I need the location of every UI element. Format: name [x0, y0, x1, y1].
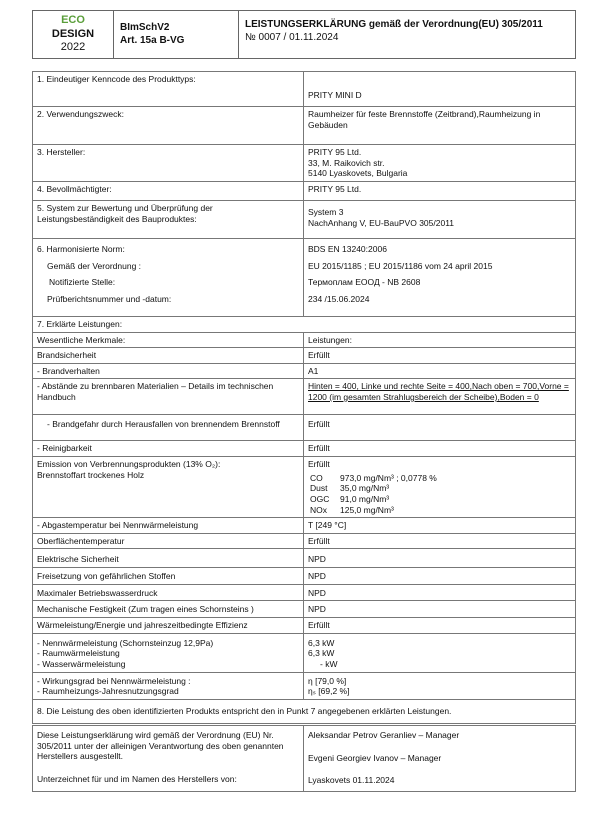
footer-table	[32, 725, 576, 792]
section-4	[33, 181, 576, 200]
s6-notified-value: Термоплам ЕООД - NB 2608	[308, 277, 421, 288]
footer-right	[304, 726, 576, 792]
logo-line2: DESIGN	[51, 27, 95, 40]
row-label: Elektrische Sicherheit	[33, 549, 304, 568]
s5-value	[304, 200, 576, 238]
table-row	[33, 584, 576, 601]
emission-values	[304, 457, 576, 518]
s6-labels	[33, 238, 304, 316]
row-value: Hinten = 400, Linke und rechte Seite = 400,Nach oben = 700,Vorne = 1200 (im gesamten Strahlugsbereich der Scheibe),Boden = 0	[304, 379, 576, 415]
s4-label: 4. Bevollmächtigter:	[33, 181, 304, 200]
heat-value: - kW	[320, 658, 338, 669]
s1-label: 1. Eindeutiger Kenncode des Produkttyps:	[33, 72, 304, 107]
header-table	[32, 10, 576, 59]
emission-value: 35,0 mg/Nm³	[340, 483, 390, 494]
s2-value: Raumheizer für feste Brennstoffe (Zeitbrand),Raumheizung in Gebäuden	[304, 107, 576, 145]
heat-label: - Raumwärmeleistung	[37, 648, 120, 659]
s6-reg-value: EU 2015/1185 ; EU 2015/1186 vom 24 april 2015	[308, 260, 493, 271]
row-label: Brandsicherheit	[33, 348, 304, 364]
row-value: Erfüllt	[304, 348, 576, 364]
table-row	[33, 415, 576, 441]
s5-value-1: System 3	[308, 206, 344, 217]
emission-name: OGC	[310, 493, 330, 504]
table-row	[33, 379, 576, 415]
code-cell	[114, 11, 239, 59]
s6-notified-label: Notifizierte Stelle:	[49, 277, 116, 288]
row-value: Erfüllt	[304, 415, 576, 441]
title-cell	[239, 11, 576, 59]
s6-values	[304, 238, 576, 316]
eff-label: - Raumheizungs-Jahresnutzungsgrad	[37, 686, 179, 697]
section-8	[33, 699, 576, 723]
s6-reg-label: Gemäß der Verordnung :	[47, 260, 142, 271]
emission-value: 973,0 mg/Nm³ ; 0,0778 %	[340, 472, 437, 483]
row-label: - Abgastemperatur bei Nennwärmeleistung	[33, 518, 304, 534]
s2-label: 2. Verwendungszweck:	[33, 107, 304, 145]
perf-header-row	[33, 332, 576, 348]
eff-value: η [79,0 %]	[308, 675, 347, 686]
place-date: Lyaskovets 01.11.2024	[308, 775, 395, 786]
s3-label: 3. Hersteller:	[33, 145, 304, 182]
main-table	[32, 71, 576, 724]
row-value: A1	[304, 363, 576, 379]
logo-line1: ECO	[61, 13, 85, 26]
s5-value-2: NachAnhang V, EU-BauPVO 305/2011	[308, 217, 455, 228]
table-row	[33, 568, 576, 585]
row-value: NPD	[304, 568, 576, 585]
s4-value: PRITY 95 Ltd.	[304, 181, 576, 200]
section-2	[33, 107, 576, 145]
signatory-1: Aleksandar Petrov Geranliev – Manager	[308, 730, 460, 740]
s3-value	[304, 145, 576, 182]
footer-left	[33, 726, 304, 792]
declaration-text: Diese Leistungserklärung wird gemäß der Verordnung (EU) Nr. 305/2011 unter der alleinigen Verantwortung des oben genannten Herstellers ausgestellt.	[37, 730, 284, 762]
row-value: Erfüllt	[304, 617, 576, 633]
row-label: - Brandgefahr durch Herausfallen von brennendem Brennstoff	[33, 415, 304, 441]
section-6	[33, 238, 576, 316]
emission-value: 91,0 mg/Nm³	[340, 493, 390, 504]
section-5	[33, 200, 576, 238]
eff-value: ηₛ [69,2 %]	[308, 686, 350, 697]
s7-label: 7. Erklärte Leistungen:	[33, 316, 576, 332]
heat-label: - Nennwärmeleistung (Schornsteinzug 12,9Pa)	[37, 637, 214, 648]
emission-label-2: Brennstoffart trockenes Holz	[37, 469, 145, 480]
heat-label: - Wasserwärmeleistung	[37, 658, 126, 669]
eff-label: - Wirkungsgrad bei Nennwärmeleistung :	[37, 675, 191, 686]
s6-report-value: 234 /15.06.2024	[308, 293, 370, 304]
document-number: № 0007 / 01.11.2024	[245, 31, 339, 43]
signed-label: Unterzeichnet für und im Namen des Herstellers von:	[37, 773, 237, 784]
emission-name: Dust	[310, 483, 328, 494]
row-value: Erfüllt	[304, 441, 576, 457]
row-label: Freisetzung von gefährlichen Stoffen	[33, 568, 304, 585]
s3-value-3: 5140 Lyaskovets, Bulgaria	[308, 168, 408, 179]
eff-values	[304, 672, 576, 699]
row-value: NPD	[304, 549, 576, 568]
s6-value: BDS EN 13240:2006	[308, 243, 387, 254]
s3-value-1: PRITY 95 Ltd.	[308, 147, 362, 157]
table-row	[33, 617, 576, 633]
row-value: NPD	[304, 601, 576, 618]
section-7	[33, 316, 576, 332]
code-line1: BImSchV2	[120, 22, 170, 33]
emission-label	[33, 457, 304, 518]
row-value: NPD	[304, 584, 576, 601]
emission-grid	[308, 473, 571, 516]
table-row	[33, 549, 576, 568]
heat-value: 6,3 kW	[308, 637, 335, 648]
emission-name: NOx	[310, 504, 327, 515]
s3-value-2: 33, M. Raikovich str.	[308, 157, 385, 168]
table-row	[33, 348, 576, 364]
row-value: T [249 °C]	[304, 518, 576, 534]
row-label: Wärmeleistung/Energie und jahreszeitbedingte Effizienz	[33, 617, 304, 633]
row-label: Maximaler Betriebswasserdruck	[33, 584, 304, 601]
emission-name: CO	[310, 472, 323, 483]
emission-row	[33, 457, 576, 518]
s8-text: 8. Die Leistung des oben identifizierten Produkts entspricht den in Punkt 7 angegebenen erklärten Leistungen.	[33, 699, 576, 723]
table-row	[33, 441, 576, 457]
signatory-2: Evgeni Georgiev Ivanov – Manager	[308, 752, 442, 763]
code-line2: Art. 15a B-VG	[120, 34, 185, 46]
row-label: - Reinigbarkeit	[33, 441, 304, 457]
s1-value: PRITY MINI D	[304, 72, 576, 107]
logo-line3: 2022	[60, 41, 86, 54]
table-row	[33, 601, 576, 618]
heat-labels	[33, 633, 304, 672]
row-value: Erfüllt	[304, 533, 576, 549]
s6-report-label: Prüfberichtsnummer und -datum:	[47, 293, 172, 304]
page-title: LEISTUNGSERKLÄRUNG gemäß der Verordnung(EU) 305/2011	[245, 19, 543, 30]
table-row	[33, 518, 576, 534]
emission-value: 125,0 mg/Nm³	[340, 504, 394, 515]
section-3	[33, 145, 576, 182]
eff-labels	[33, 672, 304, 699]
table-row	[33, 533, 576, 549]
s6-label: 6. Harmonisierte Norm:	[37, 243, 125, 254]
eco-design-logo	[33, 11, 114, 59]
heat-values	[304, 633, 576, 672]
perf-col1-header: Wesentliche Merkmale:	[33, 332, 304, 348]
row-label: - Abstände zu brennbaren Materialien – Details im technischen Handbuch	[33, 379, 304, 415]
perf-col2-header: Leistungen:	[304, 332, 576, 348]
emission-label-1: Emission von Verbrennungsprodukten (13% O₂):	[37, 459, 221, 469]
heat-value: 6,3 kW	[308, 648, 335, 659]
s5-label: 5. System zur Bewertung und Überprüfung der Leistungsbeständigkeit des Bauproduktes:	[33, 200, 304, 238]
row-label: Oberflächentemperatur	[33, 533, 304, 549]
table-row	[33, 363, 576, 379]
heat-row	[33, 633, 576, 672]
row-label: Mechanische Festigkeit (Zum tragen eines Schornsteins )	[33, 601, 304, 618]
row-label: - Brandverhalten	[33, 363, 304, 379]
efficiency-row	[33, 672, 576, 699]
emission-status: Erfüllt	[308, 459, 330, 469]
section-1	[33, 72, 576, 107]
